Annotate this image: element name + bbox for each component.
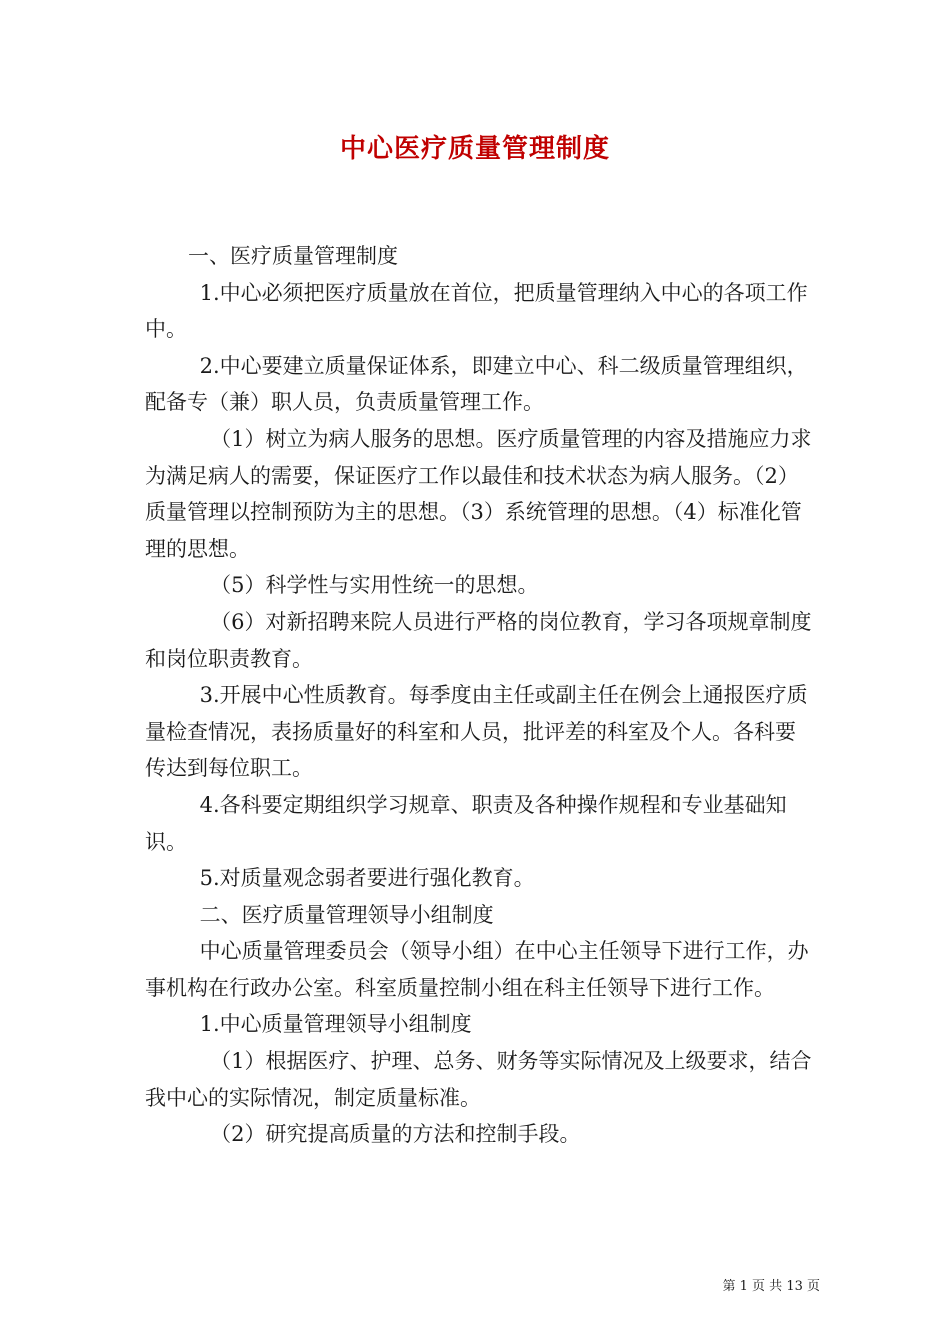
paragraph: 2.中心要建立质量保证体系，即建立中心、科二级质量管理组织，配备专（兼）职人员，负责质量管理工作。 — [145, 353, 808, 415]
paragraph: （1）树立为病人服务的思想。医疗质量管理的内容及措施应力求为满足病人的需要，保证医疗工作以最佳和技术状态为病人服务。（2）质量管理以控制预防为主的思想。（3）系统管理的思想。（4）标准化管理的思想。 — [145, 426, 812, 561]
paragraph: 1.中心质量管理领导小组制度 — [199, 1012, 472, 1037]
paragraph: （2）研究提高质量的方法和控制手段。 — [210, 1122, 581, 1147]
document-body — [145, 238, 815, 1153]
page-number: 第 1 页 共 13 页 — [722, 1279, 820, 1294]
paragraph: （6）对新招聘来院人员进行严格的岗位教育，学习各项规章制度和岗位职责教育。 — [145, 609, 812, 671]
paragraph: 中心质量管理委员会（领导小组）在中心主任领导下进行工作，办事机构在行政办公室。科室质量控制小组在科主任领导下进行工作。 — [145, 939, 809, 1000]
section-heading-1: 一、医疗质量管理制度 — [188, 244, 399, 268]
paragraph: （1）根据医疗、护理、总务、财务等实际情况及上级要求，结合我中心的实际情况，制定质量标准。 — [145, 1049, 812, 1110]
paragraph: 5.对质量观念弱者要进行强化教育。 — [199, 866, 535, 891]
document-title: 中心医疗质量管理制度 — [339, 134, 610, 164]
paragraph: 1.中心必须把医疗质量放在首位，把质量管理纳入中心的各项工作中。 — [145, 280, 808, 342]
paragraph: （5）科学性与实用性统一的思想。 — [210, 573, 539, 598]
paragraph: 4.各科要定期组织学习规章、职责及各种操作规程和专业基础知识。 — [145, 792, 787, 854]
paragraph: 3.开展中心性质教育。每季度由主任或副主任在例会上通报医疗质量检查情况，表扬质量好的科室和人员，批评差的科室及个人。各科要传达到每位职工。 — [145, 683, 808, 781]
section-heading-2: 二、医疗质量管理领导小组制度 — [199, 902, 494, 927]
